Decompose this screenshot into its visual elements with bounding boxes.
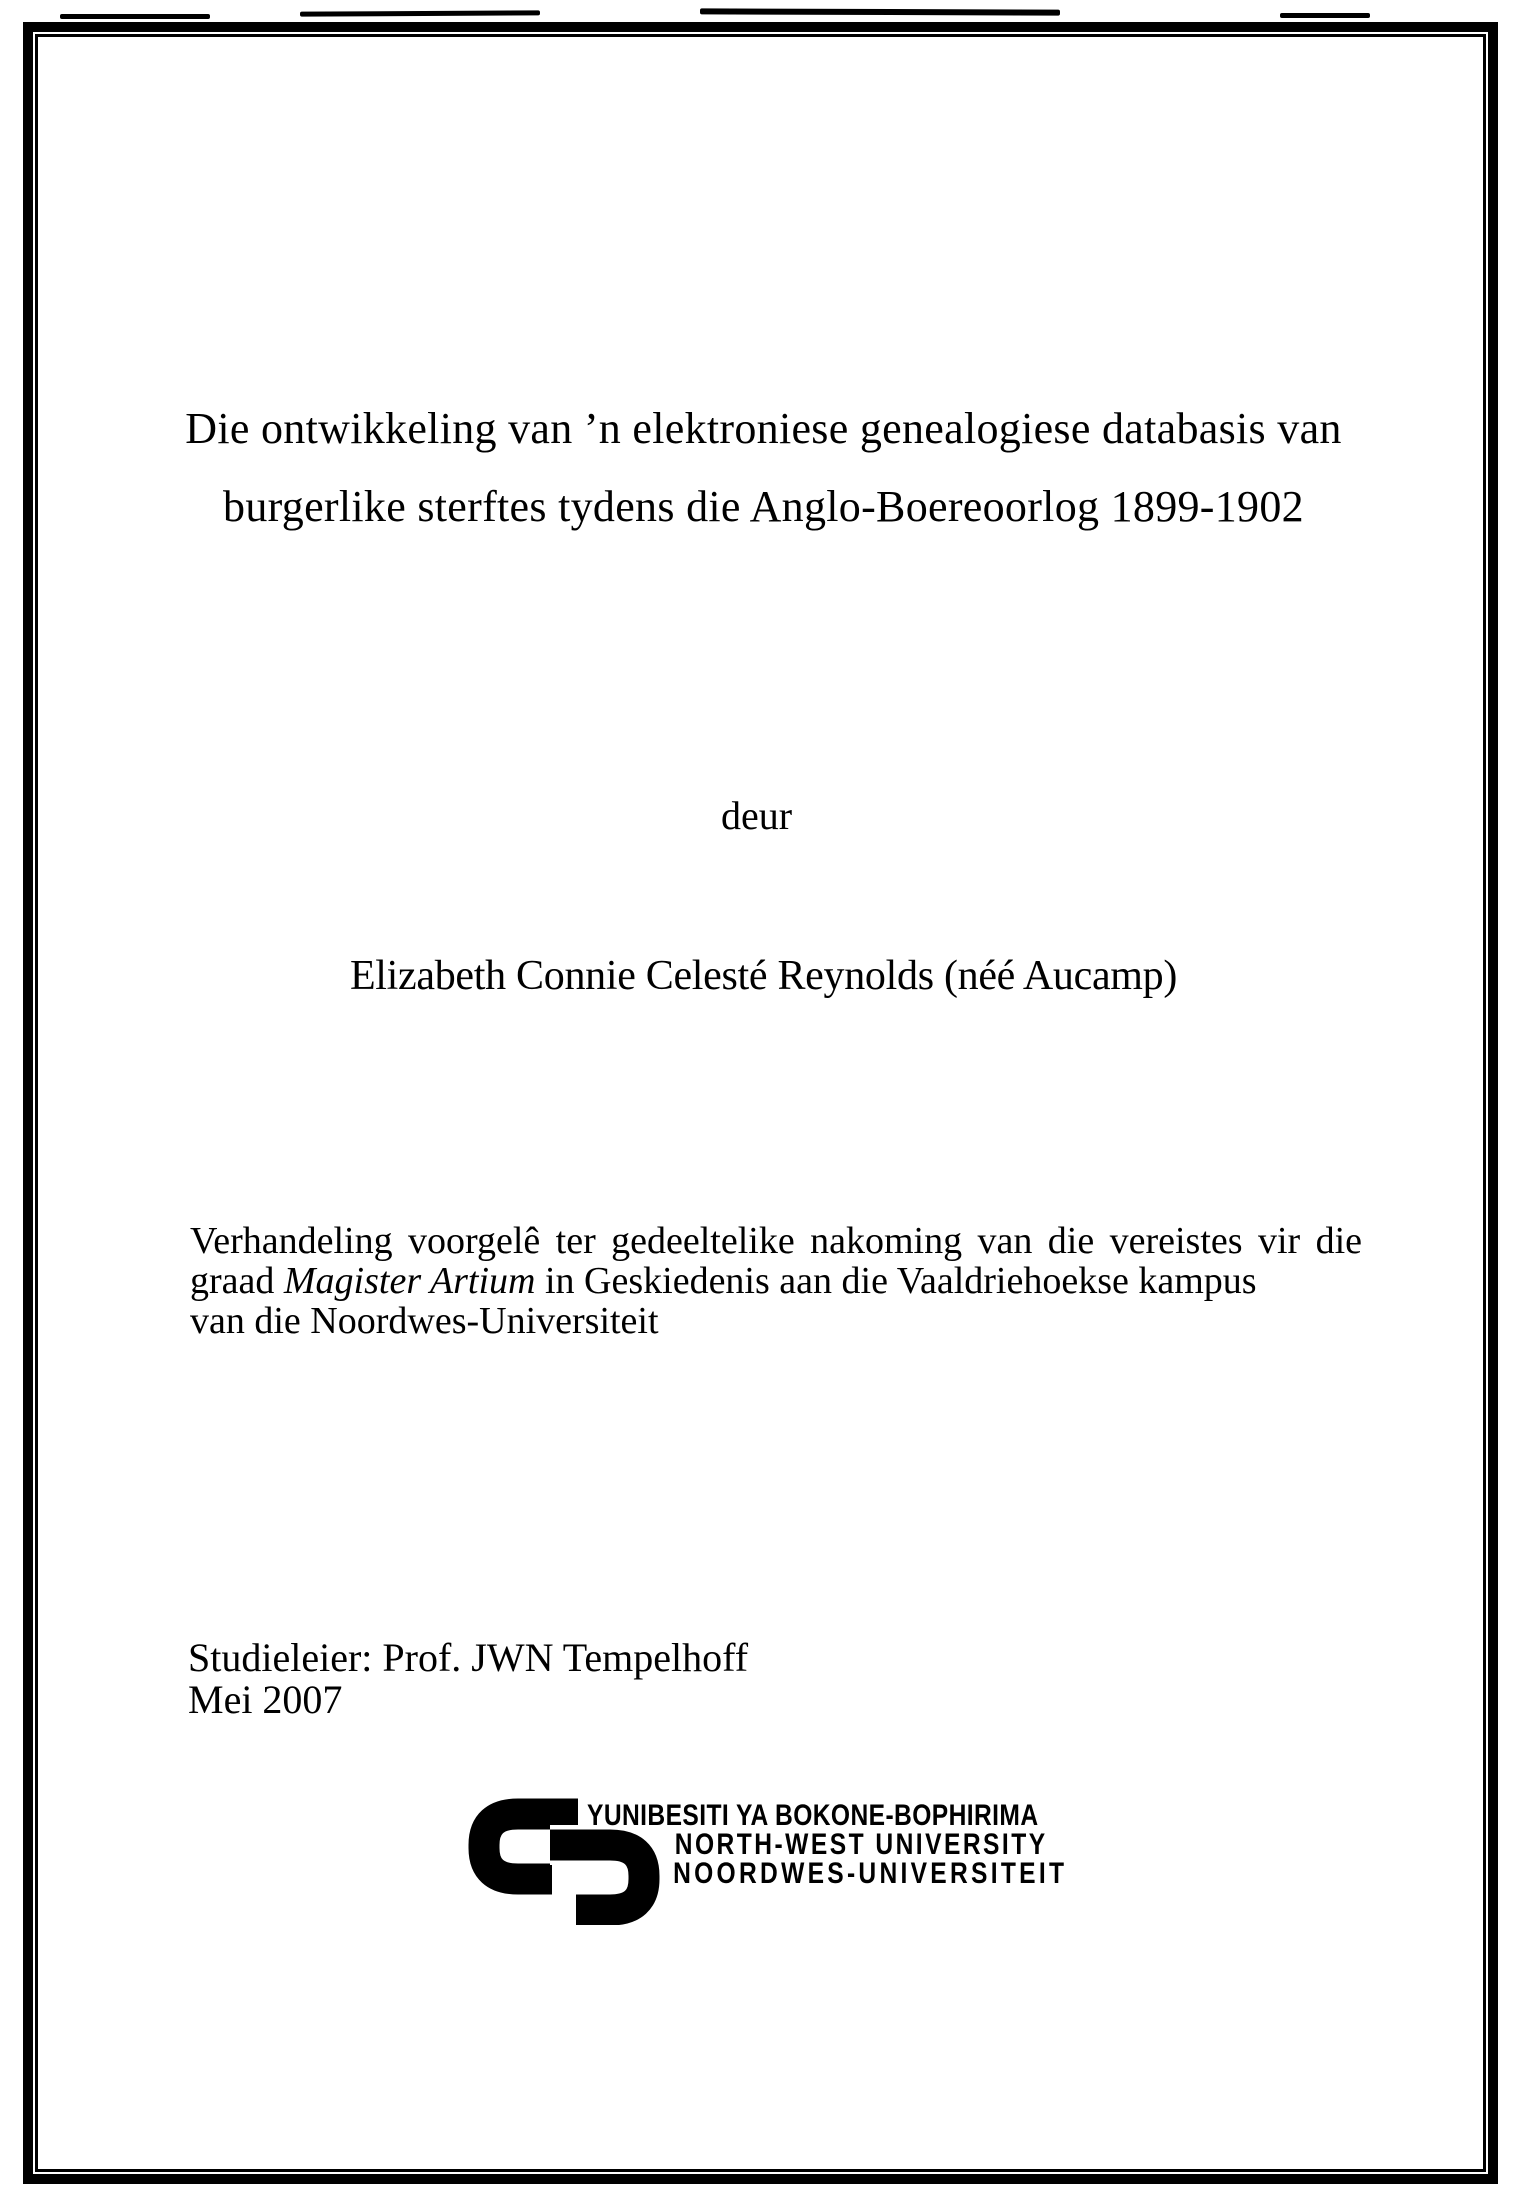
scan-artifact <box>300 10 540 16</box>
scan-artifact <box>1280 13 1370 18</box>
degree-statement-line2 <box>190 1261 1362 1301</box>
scan-artifact <box>700 8 1060 15</box>
thesis-title-line2: burgerlike sterftes tydens die Anglo-Boereoorlog 1899-1902 <box>223 482 1304 531</box>
nwu-logo-line1: YUNIBESITI YA BOKONE-BOPHIRIMA <box>587 1799 1039 1832</box>
degree-statement-line2-post: in Geskiedenis aan die Vaaldriehoekse kampus <box>535 1260 1257 1302</box>
north-west-university-logo <box>468 1798 1108 1933</box>
scan-artifact <box>60 14 210 19</box>
nwu-logo-text <box>587 1801 1067 1888</box>
degree-statement <box>190 1221 1362 1341</box>
byline-deur: deur <box>720 793 793 838</box>
degree-name-italic: Magister Artium <box>283 1260 536 1302</box>
date-line: Mei 2007 <box>188 1677 343 1722</box>
thesis-title <box>80 390 1447 546</box>
supervisor-line: Studieleier: Prof. JWN Tempelhoff <box>188 1635 749 1680</box>
thesis-title-line1: Die ontwikkeling van ’n elektroniese genealogiese databasis van <box>185 404 1342 453</box>
author-name: Elizabeth Connie Celesté Reynolds (néé Aucamp) <box>349 953 1178 999</box>
supervisor-block <box>188 1637 748 1721</box>
nwu-logo-line2: NORTH-WEST UNIVERSITY <box>674 1828 1048 1861</box>
degree-statement-line1: Verhandeling voorgelê ter gedeeltelike nakoming van die vereistes vir die <box>190 1220 1362 1262</box>
degree-statement-line2-pre: graad <box>190 1260 284 1302</box>
nwu-logo-line3: NOORDWES-UNIVERSITEIT <box>673 1857 1068 1890</box>
degree-statement-line3: van die Noordwes-Universiteit <box>190 1300 659 1342</box>
